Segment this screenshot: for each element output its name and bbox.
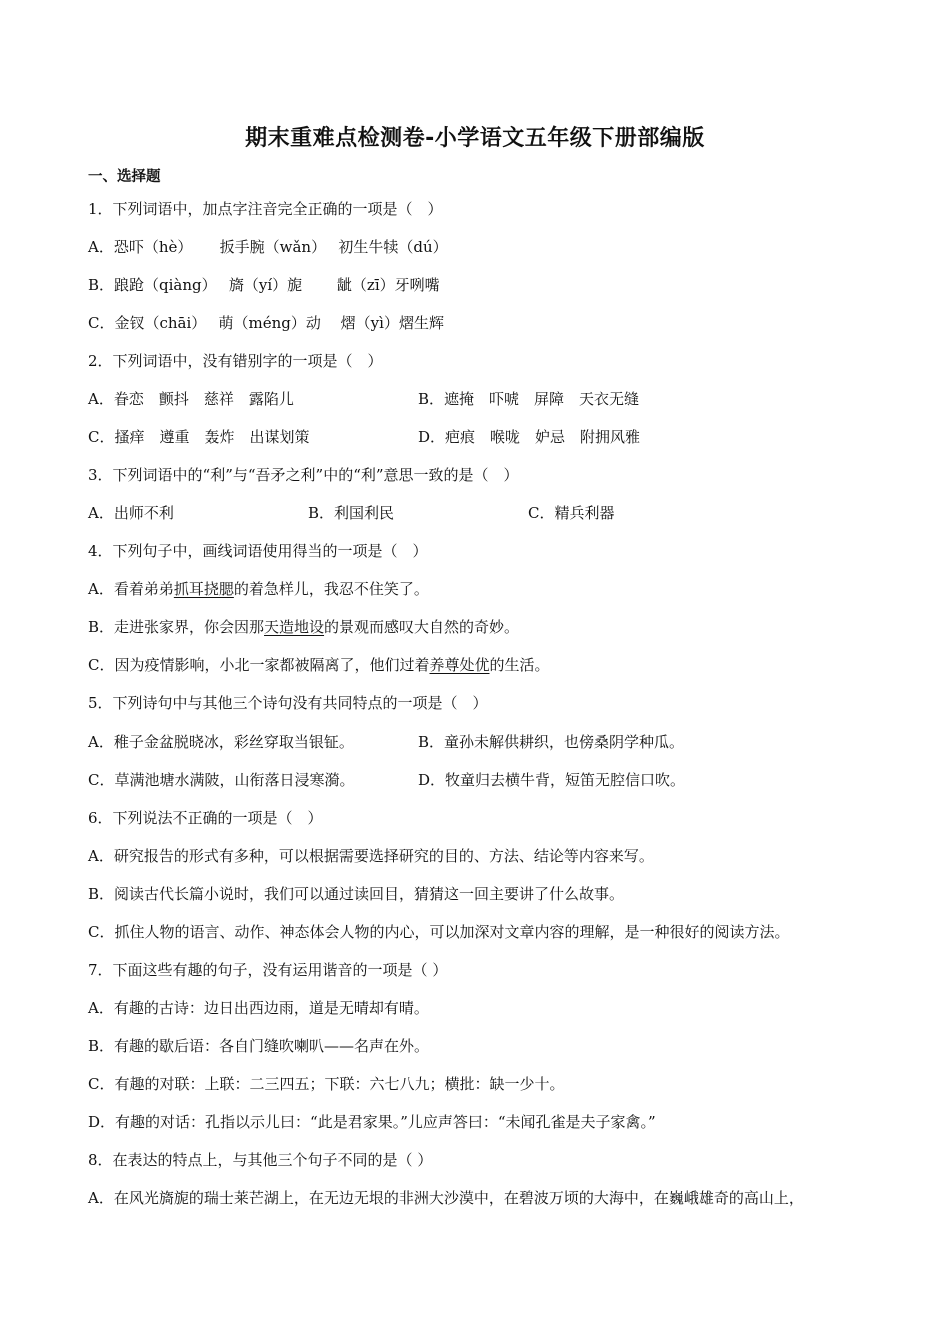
option-text: A．看着弟弟 (88, 580, 174, 598)
question-2-option-c: C．搔痒 遵重 轰炸 出谋划策 (88, 428, 310, 446)
section-heading: 一、选择题 (88, 169, 161, 185)
question-6-option-b: B．阅读古代长篇小说时，我们可以通过读回目，猜猜这一回主要讲了什么故事。 (88, 885, 625, 903)
question-4-option-a (88, 578, 429, 600)
question-8-stem: 8．在表达的特点上，与其他三个句子不同的是（ ） (88, 1151, 433, 1169)
option-text: 的着急样儿，我忍不住笑了。 (233, 580, 429, 598)
question-5-stem: 5．下列诗句中与其他三个诗句没有共同特点的一项是（ ） (88, 694, 488, 712)
question-5-option-b: B．童孙未解供耕织，也傍桑阴学种瓜。 (418, 733, 685, 751)
underlined-phrase: 抓耳挠腮 (173, 580, 234, 598)
question-4-stem: 4．下列句子中，画线词语使用得当的一项是（ ） (88, 542, 428, 560)
question-2-option-b: B．遮掩 吓唬 屏障 天衣无缝 (418, 390, 640, 408)
question-1-option-c: C．金钗（chāi） 萌（méng）动 熠（yì）熠生辉 (88, 314, 444, 332)
underlined-phrase: 天造地设 (264, 618, 325, 636)
question-7-option-b: B．有趣的歇后语：各自门缝吹喇叭——名声在外。 (88, 1037, 430, 1055)
underlined-phrase: 养尊处优 (429, 656, 490, 674)
question-6-option-a: A．研究报告的形式有多种，可以根据需要选择研究的目的、方法、结论等内容来写。 (88, 847, 654, 865)
question-8-option-a: A．在风光旖旎的瑞士莱芒湖上，在无边无垠的非洲大沙漠中，在碧波万顷的大海中，在巍峨雄奇的高山上， (88, 1189, 804, 1207)
question-2-option-d: D．疤痕 喉咙 妒忌 附拥风雅 (418, 428, 641, 446)
option-text: 的生活。 (489, 656, 550, 674)
question-5-option-c: C．草满池塘水满陂，山衔落日浸寒漪。 (88, 771, 355, 789)
question-7-option-a: A．有趣的古诗：边日出西边雨，道是无晴却有晴。 (88, 999, 429, 1017)
question-1-stem: 1．下列词语中，加点字注音完全正确的一项是（ ） (88, 200, 443, 218)
question-5-option-d: D．牧童归去横牛背，短笛无腔信口吹。 (418, 771, 686, 789)
question-4-option-b (88, 616, 519, 638)
question-6-option-c: C．抓住人物的语言、动作、神态体会人物的内心，可以加深对文章内容的理解，是一种很好的阅读方法。 (88, 923, 790, 941)
question-3-option-b: B．利国利民 (308, 504, 395, 522)
question-4-option-c (88, 654, 550, 676)
page-title: 期末重难点检测卷-小学语文五年级下册部编版 (245, 126, 705, 151)
question-1-option-b: B．踉跄（qiàng） 旖（yí）旎 龇（zī）牙咧嘴 (88, 276, 440, 294)
option-text: 的景观而感叹大自然的奇妙。 (324, 618, 520, 636)
question-7-stem: 7．下面这些有趣的句子，没有运用谐音的一项是（ ） (88, 961, 448, 979)
question-2-stem: 2．下列词语中，没有错别字的一项是（ ） (88, 352, 383, 370)
question-3-option-a: A．出师不利 (88, 504, 174, 522)
question-5-option-a: A．稚子金盆脱晓冰，彩丝穿取当银钲。 (88, 733, 354, 751)
question-7-option-c: C．有趣的对联：上联：二三四五；下联：六七八九；横批：缺一少十。 (88, 1075, 565, 1093)
option-text: C．因为疫情影响，小北一家都被隔离了，他们过着 (88, 656, 430, 674)
question-3-stem: 3．下列词语中的“利”与“吾矛之利”中的“利”意思一致的是（ ） (88, 466, 519, 484)
option-text: B．走进张家界，你会因那 (88, 618, 265, 636)
question-7-option-d: D．有趣的对话：孔指以示儿曰：“此是君家果。”儿应声答曰：“未闻孔雀是夫子家禽。” (88, 1113, 656, 1131)
question-2-option-a: A．眷恋 颤抖 慈祥 露陷儿 (88, 390, 294, 408)
question-3-option-c: C．精兵利器 (528, 504, 615, 522)
question-6-stem: 6．下列说法不正确的一项是（ ） (88, 809, 323, 827)
question-1-option-a: A．恐吓（hè） 扳手腕（wǎn） 初生牛犊（dú） (88, 238, 448, 256)
